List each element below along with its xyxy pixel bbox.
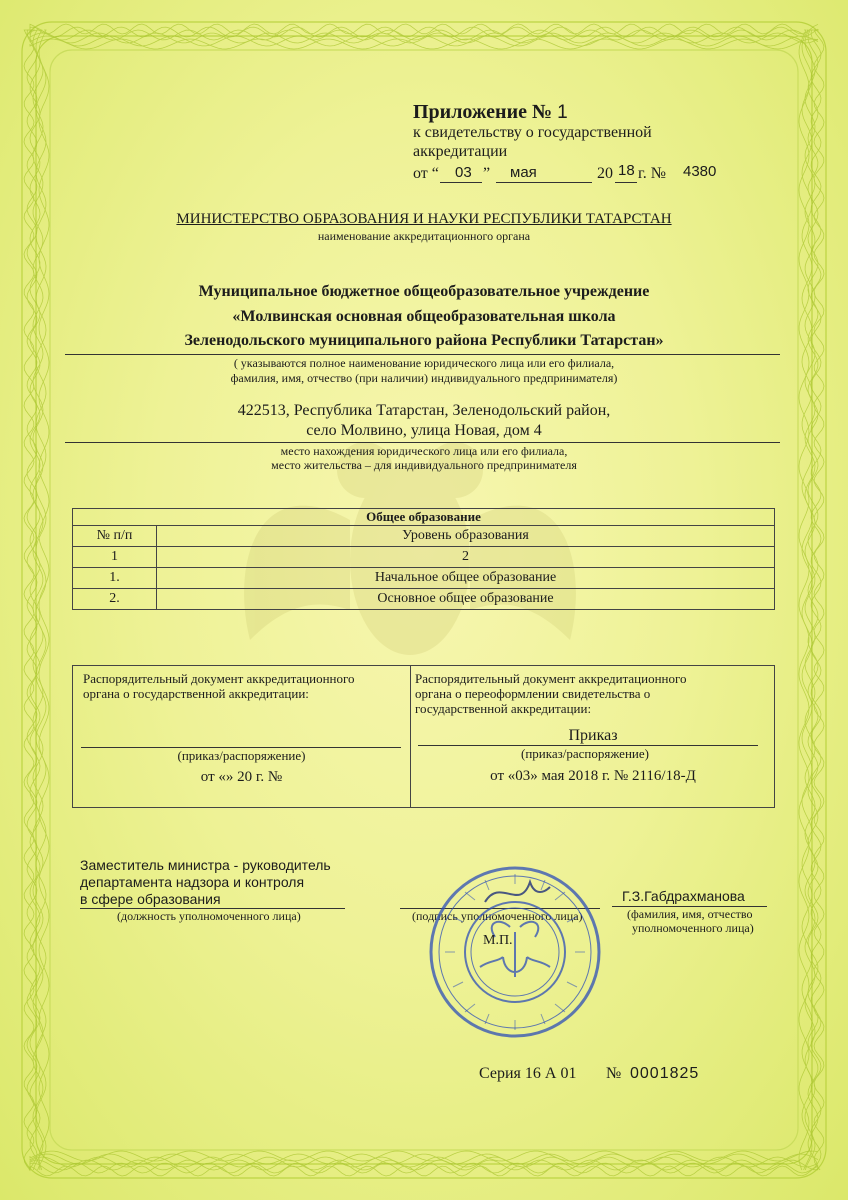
official-seal-stamp — [425, 862, 605, 1042]
signer-position-line3: в сфере образования — [80, 891, 221, 907]
column-header-level: Уровень образования — [157, 526, 775, 547]
decree-documents-box — [72, 665, 775, 808]
authority-name: МИНИСТЕРСТВО ОБРАЗОВАНИЯ И НАУКИ РЕСПУБЛИКИ ТАТАРСТАН — [176, 211, 672, 227]
education-table — [72, 508, 775, 610]
address-line2: село Молвино, улица Новая, дом 4 — [306, 422, 542, 439]
position-caption: (должность уполномоченного лица) — [117, 909, 301, 923]
organization-line1: Муниципальное бюджетное общеобразовательное учреждение — [198, 283, 650, 300]
appendix-month: мая — [510, 164, 537, 181]
handwritten-signature — [485, 882, 550, 902]
signer-name: Г.З.Габдрахманова — [622, 888, 745, 904]
name-caption1: (фамилия, имя, отчество — [627, 907, 753, 921]
series-label: Серия 16 А 01 — [479, 1065, 577, 1082]
appendix-to-line2: аккредитации — [413, 143, 508, 160]
column-index-num: 1 — [73, 547, 157, 568]
column-index-level: 2 — [157, 547, 775, 568]
organization-line2: «Молвинская основная общеобразовательная школа — [232, 308, 616, 325]
stamp-place-mark: М.П. — [483, 933, 513, 948]
left-doc-text1: Распорядительный документ аккредитационного — [83, 671, 355, 686]
education-table-title: Общее образование — [73, 509, 775, 526]
appendix-day: 03 — [455, 164, 472, 181]
appendix-num-label: г. № — [638, 165, 667, 182]
right-doc-text3: государственной аккредитации: — [415, 701, 592, 716]
row-level: Начальное общее образование — [157, 568, 775, 589]
organization-caption2: фамилия, имя, отчество (при наличии) индивидуального предпринимателя) — [230, 371, 618, 385]
series-number: 0001825 — [630, 1065, 700, 1082]
right-doc-text2: органа о переоформлении свидетельства о — [415, 686, 651, 701]
address-caption2: место жительства – для индивидуального предпринимателя — [271, 458, 577, 472]
table-row — [73, 568, 775, 589]
row-num: 1. — [73, 568, 157, 589]
signer-position-line2: департамента надзора и контроля — [80, 874, 305, 890]
signature-caption: (подпись уполномоченного лица) — [412, 909, 583, 923]
authority-caption: наименование аккредитационного органа — [317, 229, 531, 243]
left-doc-date: от «» 20 г. № — [200, 769, 283, 785]
appendix-number: 1 — [557, 102, 568, 123]
address-caption1: место нахождения юридического лица или его филиала, — [280, 444, 568, 458]
name-caption2: уполномоченного лица) — [632, 921, 754, 935]
row-num: 2. — [73, 589, 157, 610]
table-row — [73, 589, 775, 610]
appendix-from-prefix: от “ — [413, 165, 439, 182]
organization-caption1: ( указываются полное наименование юридического лица или его филиала, — [233, 356, 615, 370]
right-doc-caption: (приказ/распоряжение) — [521, 746, 649, 761]
right-doc-value: Приказ — [568, 727, 618, 744]
address-line1: 422513, Республика Татарстан, Зеленодольский район, — [237, 402, 611, 419]
column-header-num: № п/п — [73, 526, 157, 547]
appendix-year-prefix: 20 — [597, 165, 613, 182]
row-level: Основное общее образование — [157, 589, 775, 610]
signer-position-line1: Заместитель министра - руководитель — [80, 857, 331, 873]
left-doc-caption: (приказ/распоряжение) — [177, 748, 306, 763]
appendix-year-suffix: 18 — [618, 162, 635, 179]
appendix-title: Приложение № 1 — [413, 101, 568, 123]
organization-line3: Зеленодольского муниципального района Республики Татарстан» — [184, 332, 664, 349]
appendix-to-line1: к свидетельству о государственной — [413, 124, 652, 141]
left-doc-text2: органа о государственной аккредитации: — [83, 686, 309, 701]
appendix-day-close: ” — [483, 165, 491, 182]
right-doc-date: от «03» мая 2018 г. № 2116/18-Д — [490, 768, 696, 784]
series-number-sign: № — [606, 1065, 622, 1082]
right-doc-text1: Распорядительный документ аккредитационного — [415, 671, 687, 686]
appendix-cert-number: 4380 — [683, 163, 717, 180]
